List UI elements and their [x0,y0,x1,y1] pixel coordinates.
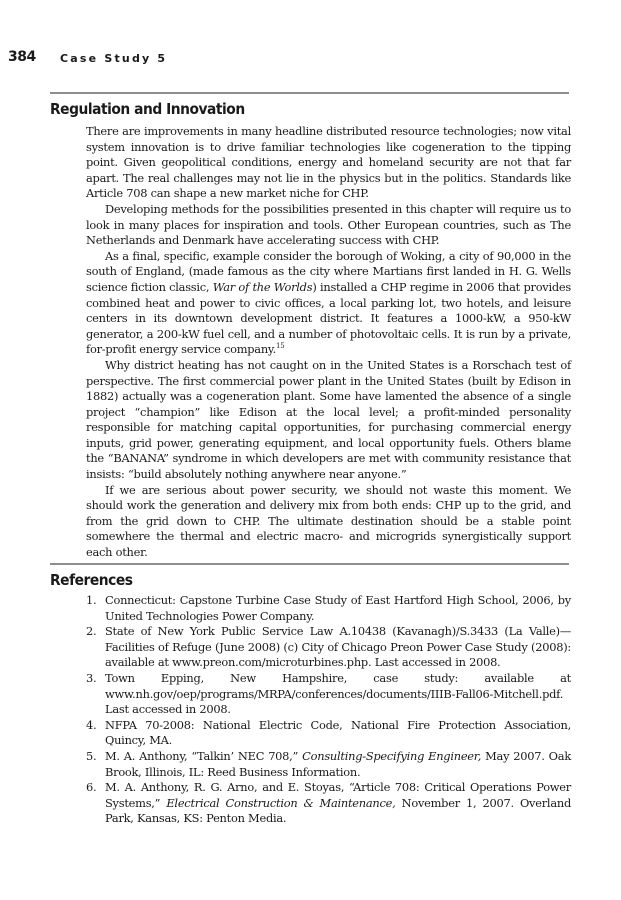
reference-item [86,749,571,780]
page-number: 384 [8,49,36,65]
reference-text: May 2007. Oak Brook, Illinois, IL: Reed Business Information. [105,748,571,779]
reference-text: NFPA 70-2008: National Electric Code, National Fire Protection Association, Quincy, MA. [105,717,571,748]
footnote-marker: 15 [275,342,285,351]
reference-number: 5. [86,748,97,763]
reference-text: M. A. Anthony, “Talkin’ NEC 708,” [105,748,303,763]
book-title: War of the Worlds [212,279,313,294]
publication-title: Electrical Construction & Maintenance, [166,795,396,810]
paragraph: Developing methods for the possibilities presented in this chapter will require us to look in many places for inspiration and tools. Other European countries, such as The Netherlands and Denmark have accelerating success with CHP. [86,201,571,248]
reference-text: November 1, 2007. Overland Park, Kansas, KS: Penton Media. [105,795,571,826]
reference-text: State of New York Public Service Law A.10438 (Kavanagh)/S.3433 (La Valle)—Facilities of Refuge (June 2008) (c) City of Chicago Preon Power Case Study (2008): available at www.preon.com/microturbines.php. Last accessed in 2008. [105,624,571,670]
section-divider [50,92,569,94]
reference-number: 3. [86,670,97,685]
paragraph: Why district heating has not caught on in the United States is a Rorschach test of perspective. The first commercial power plant in the United States (built by Edison in 1882) actually was a cogeneration plant. Some have lamented the absence of a single project “champion” like Edison at the local level; a profit-minded personality responsible for matching capital opportunities, for purchasing commercial energy inputs, grid power, generating equipment, and local opportunity fuels. Others blame the “BANANA” syndrome in which developers are met with community resistance that insists: “build absolutely nothing anywhere near anyone.” [86,357,571,482]
reference-item [86,624,571,671]
paragraph [86,249,571,358]
reference-list [86,593,571,827]
paragraph: If we are serious about power security, we should not waste this moment. We should work the generation and delivery mix from both ends: CHP up to the grid, and from the grid down to CHP. The ultimate destination should be a stable point somewhere the thermal and electric macro- and microgrids synergistically support each other. [86,482,571,560]
reference-item [86,780,571,827]
reference-item [86,593,571,624]
reference-item [86,718,571,749]
section-divider [50,563,569,565]
reference-text: Connecticut: Capstone Turbine Case Study of East Hartford High School, 2006, by United Technologies Power Company. [105,593,571,623]
page-header [8,43,581,75]
paragraph-text: ) installed a CHP regime in 2006 that provides combined heat and power to civic offices, a local parking lot, two hotels, and leisure centers in its downtown development district. It features a 1000-kW, a 950-kW generator, a 200-kW fuel cell, and a number of photovoltaic cells. It is run by a private, for-profit energy service company. [86,279,572,357]
reference-number: 6. [86,780,97,795]
reference-number: 1. [86,593,97,607]
reference-text: Town Epping, New Hampshire, case study: available at www.nh.gov/oep/programs/MRPA/conferences/documents/IIIB-Fall06-Mitchell.pdf. Last accessed in 2008. [105,670,571,717]
reference-text: M. A. Anthony, R. G. Arno, and E. Stoyas, “Article 708: Critical Operations Power Systems,” [105,780,571,810]
references-heading: References [50,571,133,589]
section-heading: Regulation and Innovation [50,100,245,118]
running-title: Case Study 5 [60,52,168,65]
paragraph-text: As a final, specific, example consider the borough of Woking, a city of 90,000 in the south of England, (made famous as the city where Martians first landed in H. G. Wells science fiction classic, [86,248,571,294]
reference-item [86,671,571,718]
paragraph: There are improvements in many headline distributed resource technologies; now vital system innovation is to drive familiar technologies like cogeneration to the tipping point. Given geopolitical conditions, energy and homeland security are not that far apart. The real challenges may not lie in the physics but in the politics. Standards like Article 708 can shape a new market niche for CHP. [86,124,571,201]
publication-title: Consulting-Specifying Engineer, [302,748,482,763]
section-body [86,124,571,561]
reference-number: 2. [86,624,97,639]
reference-number: 4. [86,717,97,732]
